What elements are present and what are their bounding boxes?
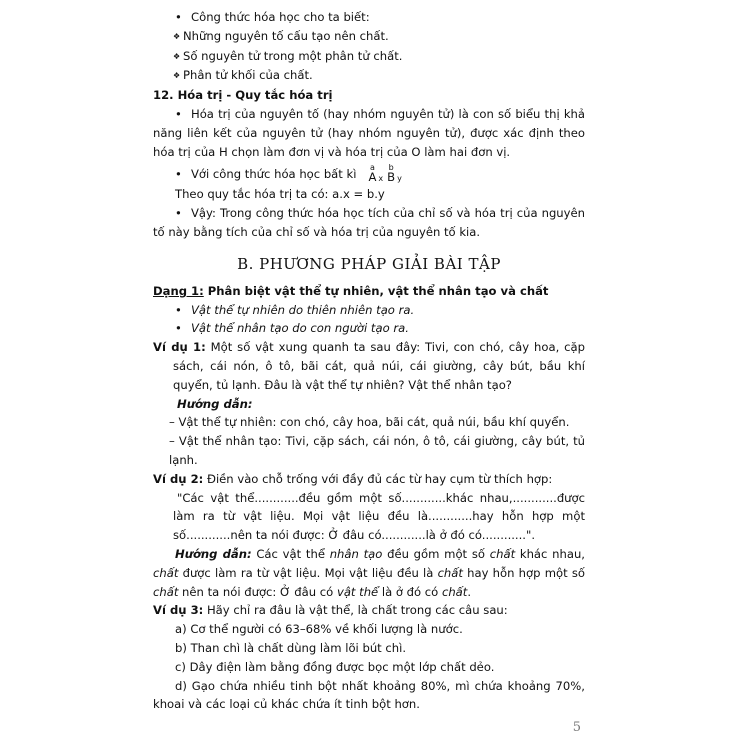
text: . <box>467 584 472 599</box>
list-item: • Vật thể nhân tạo do con người tạo ra. <box>175 319 585 338</box>
text: đều gồm một số <box>382 546 490 561</box>
text: khác nhau, <box>515 546 585 561</box>
guide-label: Hướng dẫn: <box>177 396 253 411</box>
list-item: a) Cơ thể người có 63–68% về khối lượng là nước. <box>175 622 463 637</box>
text: chất <box>153 584 179 599</box>
text: là ở đó có <box>378 584 442 599</box>
text: chất <box>437 565 463 580</box>
example-1 <box>153 338 585 394</box>
document-page <box>153 8 585 736</box>
guide-paragraph <box>153 545 585 601</box>
dang-heading <box>153 282 585 301</box>
example-text: Một số vật xung quanh ta sau đây: Tivi, con chó, cây hoa, cặp sách, cái nón, ô tô, bãi cát, quả núi, cái giường, cây bút, bầu khí quyển, tủ lạnh. Đâu là vật thể tự nhiên? Vật thể nhân tạo? <box>173 340 586 392</box>
text: nên ta nói được: Ở đâu có <box>178 584 337 599</box>
example-3 <box>153 601 585 620</box>
list-item: d) Gạo chứa nhiều tinh bột nhất khoảng 80%, mì chứa khoảng 70%, khoai và các loại củ khác chứa ít tinh bột hơn. <box>153 678 585 712</box>
list-item: c) Dây điện làm bằng đồng được bọc một lớp chất dẻo. <box>175 659 495 674</box>
list-item: • Vật thể tự nhiên do thiên nhiên tạo ra. <box>175 301 585 320</box>
dang-label: Dạng 1: <box>153 283 204 298</box>
list-item: b) Than chì là chất dùng làm lõi bút chì. <box>175 640 407 655</box>
example-text: Hãy chỉ ra đâu là vật thể, là chất trong các câu sau: <box>203 603 508 618</box>
dang-title: Phân biệt vật thể tự nhiên, vật thể nhân tạo và chất <box>203 283 549 298</box>
list-item: ❖ Số nguyên tử trong một phân tử chất. <box>153 47 585 67</box>
text: chất <box>153 565 179 580</box>
paragraph: Theo quy tắc hóa trị ta có: a.x = b.y <box>175 187 385 202</box>
index-x: x <box>378 174 384 184</box>
text: chất <box>441 584 468 599</box>
text: vật thể <box>336 584 379 599</box>
answer-line: – Vật thể nhân tạo: Tivi, cặp sách, cái nón, ô tô, cái giường, cây bút, tủ lạnh. <box>169 434 585 467</box>
paragraph: • Với công thức hóa học bất kì <box>175 165 356 184</box>
paragraph: • Vậy: Trong công thức hóa học tích của chỉ số và hóa trị của nguyên tố này bằng tích của chỉ số và hóa trị của nguyên tố kia. <box>153 204 585 242</box>
formula-b: B <box>387 170 396 185</box>
formula-b-group <box>387 163 395 183</box>
example-label: Ví dụ 3: <box>153 603 204 618</box>
paragraph: • Hóa trị của nguyên tố (hay nhóm nguyên tử) là con số biểu thị khả năng liên kết của nguyên tử (hay nhóm nguyên tử), được xác định theo hóa trị của H chọn làm đơn vị và hóa trị của O làm hai đơn vị. <box>153 105 585 161</box>
example-label: Ví dụ 2: <box>153 471 204 486</box>
formula <box>368 163 405 183</box>
valence-b: b <box>388 163 394 173</box>
list-item: ❖ Những nguyên tố cấu tạo nên chất. <box>153 27 585 47</box>
formula-a: A <box>368 170 377 185</box>
answer-line: – Vật thể tự nhiên: con chó, cây hoa, bãi cát, quả núi, bầu khí quyển. <box>169 415 570 430</box>
section-heading: 12. Hóa trị - Quy tắc hóa trị <box>153 88 333 103</box>
text: được làm ra từ vật liệu. Mọi vật liệu đều là <box>178 565 438 580</box>
index-y: y <box>397 174 402 184</box>
example-2 <box>153 470 585 489</box>
bullet-text: • Công thức hóa học cho ta biết: <box>153 8 585 27</box>
section-title: B. PHƯƠNG PHÁP GIẢI BÀI TẬP <box>237 254 501 273</box>
text: chất <box>489 546 516 561</box>
formula-a-group <box>368 163 376 183</box>
example-label: Ví dụ 1: <box>153 340 206 355</box>
valence-a: a <box>369 163 375 173</box>
list-item: ❖ Phân tử khối của chất. <box>153 66 585 86</box>
guide-label: Hướng dẫn: <box>175 546 252 561</box>
example-text: Điền vào chỗ trống với đầy đủ các từ hay cụm từ thích hợp: <box>203 471 553 486</box>
page-number: 5 <box>572 720 581 736</box>
formula-line <box>153 163 585 183</box>
text: Các vật thể <box>251 546 330 561</box>
quote: "Các vật thể............đều gồm một số............khác nhau,............được làm ra từ vật liệu. Mọi vật liệu đều là............hay hỗn hợp một số............nên ta nói được: Ở đâu có............là ở đó có............". <box>173 490 585 543</box>
text: nhân tạo <box>329 546 383 561</box>
text: hay hỗn hợp một số <box>462 565 585 580</box>
